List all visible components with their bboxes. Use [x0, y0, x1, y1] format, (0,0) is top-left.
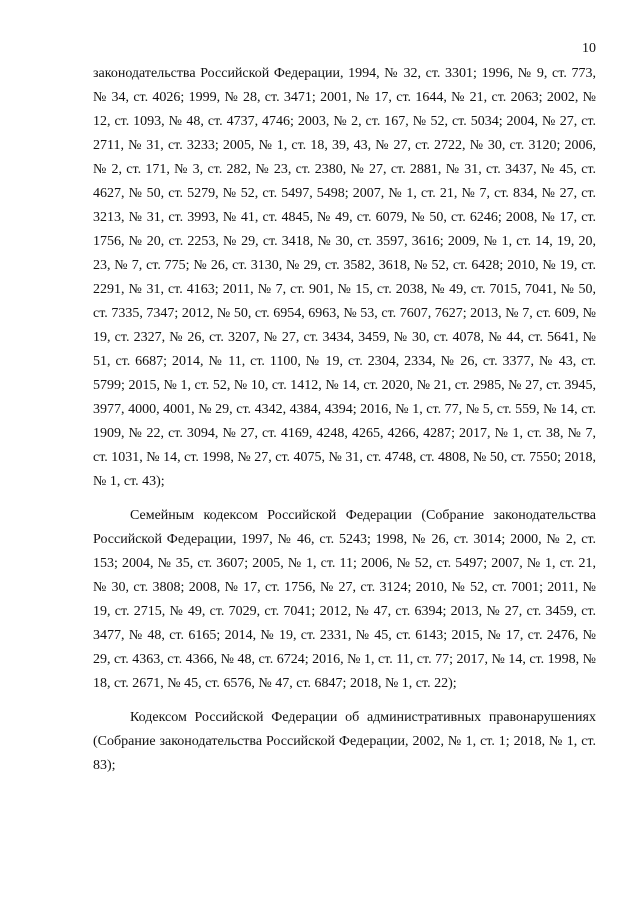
page-number: 10	[582, 41, 596, 56]
paragraph-family-code: Семейным кодексом Российской Федерации (Собрание законодательства Российской Федерации, 1997, № 46, ст. 5243; 1998, № 26, ст. 3014; 2000, № 2, ст. 153; 2004, № 35, ст. 3607; 2005, № 1, ст. 11; 2006, № 52, ст. 5497; 2007, № 1, ст. 21, № 30, ст. 3808; 2008, № 17, ст. 1756, № 27, ст. 3124; 2010, № 52, ст. 7001; 2011, № 19, ст. 2715, № 49, ст. 7029, ст. 7041; 2012, № 47, ст. 6394; 2013, № 27, ст. 3459, ст. 3477, № 48, ст. 6165; 2014, № 19, ст. 2331, № 45, ст. 6143; 2015, № 17, ст. 2476, № 29, ст. 4363, ст. 4366, № 48, ст. 6724; 2016, № 1, ст. 11, ст. 77; 2017, № 14, ст. 1998, № 18, ст. 2671, № 45, ст. 6576, № 47, ст. 6847; 2018, № 1, ст. 22);	[93, 508, 596, 691]
paragraph-administrative-code: Кодексом Российской Федерации об административных правонарушениях (Собрание законодательства Российской Федерации, 2002, № 1, ст. 1; 2018, № 1, ст. 83);	[93, 710, 596, 773]
document-body	[93, 62, 596, 778]
paragraph-legislation-continuation: законодательства Российской Федерации, 1994, № 32, ст. 3301; 1996, № 9, ст. 773, № 34, ст. 4026; 1999, № 28, ст. 3471; 2001, № 17, ст. 1644, № 21, ст. 2063; 2002, № 12, ст. 1093, № 48, ст. 4737, 4746; 2003, № 2, ст. 167, № 52, ст. 5034; 2004, № 27, ст. 2711, № 31, ст. 3233; 2005, № 1, ст. 18, 39, 43, № 27, ст. 2722, № 30, ст. 3120; 2006, № 2, ст. 171, № 3, ст. 282, № 23, ст. 2380, № 27, ст. 2881, № 31, ст. 3437, № 45, ст. 4627, № 50, ст. 5279, № 52, ст. 5497, 5498; 2007, № 1, ст. 21, № 7, ст. 834, № 27, ст. 3213, № 31, ст. 3993, № 41, ст. 4845, № 49, ст. 6079, № 50, ст. 6246; 2008, № 17, ст. 1756, № 20, ст. 2253, № 29, ст. 3418, № 30, ст. 3597, 3616; 2009, № 1, ст. 14, 19, 20, 23, № 7, ст. 775; № 26, ст. 3130, № 29, ст. 3582, 3618, № 52, ст. 6428; 2010, № 19, ст. 2291, № 31, ст. 4163; 2011, № 7, ст. 901, № 15, ст. 2038, № 49, ст. 7015, 7041, № 50, ст. 7335, 7347; 2012, № 50, ст. 6954, 6963, № 53, ст. 7607, 7627; 2013, № 7, ст. 609, № 19, ст. 2327, № 26, ст. 3207, № 27, ст. 3434, 3459, № 30, ст. 4078, № 44, ст. 5641, № 51, ст. 6687; 2014, № 11, ст. 1100, № 19, ст. 2304, 2334, № 26, ст. 3377, № 43, ст. 5799; 2015, № 1, ст. 52, № 10, ст. 1412, № 14, ст. 2020, № 21, ст. 2985, № 27, ст. 3945, 3977, 4000, 4001, № 29, ст. 4342, 4384, 4394; 2016, № 1, ст. 77, № 5, ст. 559, № 14, ст. 1909, № 22, ст. 3094, № 27, ст. 4169, 4248, 4265, 4266, 4287; 2017, № 1, ст. 38, № 7, ст. 1031, № 14, ст. 1998, № 27, ст. 4075, № 31, ст. 4748, ст. 4808, № 50, ст. 7550; 2018, № 1, ст. 43);	[93, 66, 596, 489]
